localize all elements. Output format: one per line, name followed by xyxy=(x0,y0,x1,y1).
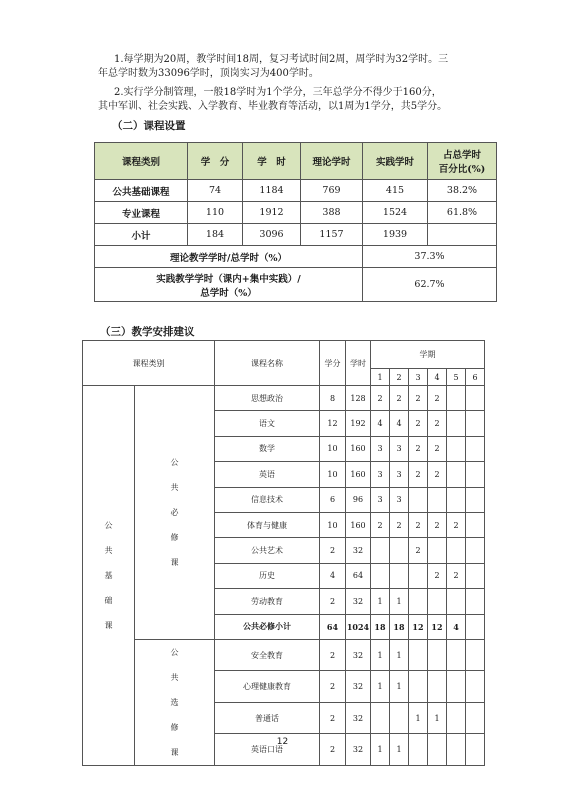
table-cell: 32 xyxy=(346,734,371,766)
table-cell xyxy=(466,589,485,614)
table-cell: 普通话 xyxy=(215,702,320,734)
table-cell: 388 xyxy=(301,202,363,224)
table-cell: 10 xyxy=(320,462,346,487)
table-cell: 2 xyxy=(320,639,346,671)
category-char: 共 xyxy=(104,545,113,555)
category-char: 基 xyxy=(104,570,113,580)
table-cell xyxy=(371,538,390,563)
category-char: 公 xyxy=(170,457,179,467)
table-cell xyxy=(371,563,390,588)
table-cell: 2 xyxy=(409,462,428,487)
table-cell: 1 xyxy=(390,671,409,703)
table-cell: 公共基础课程 xyxy=(95,180,188,202)
category-char: 础 xyxy=(104,595,113,605)
table-cell xyxy=(466,614,485,639)
table-cell xyxy=(466,563,485,588)
table-cell: 1 xyxy=(409,702,428,734)
table-cell: 1 xyxy=(390,639,409,671)
table-cell: 3 xyxy=(390,462,409,487)
table-cell xyxy=(409,487,428,512)
table-cell xyxy=(428,487,447,512)
header-semester: 学期 xyxy=(371,341,485,369)
table-cell: 2 xyxy=(320,538,346,563)
table-cell: 3 xyxy=(371,462,390,487)
ratio-label xyxy=(95,268,363,302)
category-char: 课 xyxy=(170,557,179,567)
table-cell: 32 xyxy=(346,639,371,671)
table-cell: 12 xyxy=(428,614,447,639)
header-cell: 学 时 xyxy=(243,143,301,180)
ratio-value: 37.3% xyxy=(363,246,497,268)
table-cell xyxy=(466,538,485,563)
paragraph-credit xyxy=(98,86,498,114)
table-cell: 3 xyxy=(390,436,409,461)
table-cell xyxy=(409,671,428,703)
header-cell xyxy=(428,143,497,180)
table-cell: 公共必修小计 xyxy=(215,614,320,639)
table-cell: 1 xyxy=(371,639,390,671)
table-cell: 74 xyxy=(188,180,243,202)
semester-number: 6 xyxy=(466,369,485,386)
table-cell xyxy=(409,563,428,588)
semester-number: 2 xyxy=(390,369,409,386)
table-cell: 160 xyxy=(346,436,371,461)
table-cell: 1 xyxy=(371,589,390,614)
table-cell: 4 xyxy=(390,411,409,436)
table-cell xyxy=(466,436,485,461)
header-line: 百分比(%) xyxy=(438,164,486,175)
table-cell: 2 xyxy=(428,563,447,588)
table-cell: 2 xyxy=(409,436,428,461)
table-cell: 415 xyxy=(363,180,428,202)
table-row xyxy=(95,180,497,202)
table-cell: 2 xyxy=(428,411,447,436)
table-cell: 安全教育 xyxy=(215,639,320,671)
table-cell: 3 xyxy=(390,487,409,512)
category-char: 课 xyxy=(104,620,113,630)
semester-number: 3 xyxy=(409,369,428,386)
table-cell: 语文 xyxy=(215,411,320,436)
table-cell: 1 xyxy=(390,734,409,766)
table-cell xyxy=(428,639,447,671)
category-char: 共 xyxy=(170,482,179,492)
table-cell: 3 xyxy=(371,436,390,461)
table-cell: 1 xyxy=(390,589,409,614)
table-cell: 2 xyxy=(409,538,428,563)
table-cell: 2 xyxy=(409,386,428,411)
table-cell: 2 xyxy=(428,436,447,461)
table-cell xyxy=(447,386,466,411)
course-setup-table xyxy=(94,142,497,302)
table-row xyxy=(95,224,497,246)
table-cell: 1912 xyxy=(243,202,301,224)
category-char: 公 xyxy=(170,647,179,657)
table-cell: 32 xyxy=(346,702,371,734)
table-cell: 2 xyxy=(371,386,390,411)
table-cell xyxy=(466,639,485,671)
table-cell: 18 xyxy=(371,614,390,639)
table-cell: 体育与健康 xyxy=(215,512,320,537)
section-title-course-setup: （二）课程设置 xyxy=(112,120,186,132)
table-cell: 12 xyxy=(320,411,346,436)
table-cell xyxy=(466,487,485,512)
table-cell xyxy=(428,224,497,246)
paragraph-line: 年总学时数为33096学时，顶岗实习为400学时。 xyxy=(98,68,319,79)
table-cell: 128 xyxy=(346,386,371,411)
header-line: 占总学时 xyxy=(442,150,481,161)
table-cell: 2 xyxy=(409,512,428,537)
table-cell: 1939 xyxy=(363,224,428,246)
table-cell: 12 xyxy=(409,614,428,639)
table-cell: 数学 xyxy=(215,436,320,461)
table-cell: 英语 xyxy=(215,462,320,487)
paragraph-semester xyxy=(98,53,498,81)
table-cell: 32 xyxy=(346,589,371,614)
table-cell: 2 xyxy=(371,512,390,537)
table-cell xyxy=(447,639,466,671)
section-title-teaching-plan: （三）教学安排建议 xyxy=(100,326,195,338)
table-cell: 2 xyxy=(390,512,409,537)
table-cell: 1 xyxy=(371,671,390,703)
table-cell: 心理健康教育 xyxy=(215,671,320,703)
table-cell xyxy=(428,538,447,563)
table-cell: 2 xyxy=(428,512,447,537)
teaching-plan-table xyxy=(82,340,485,766)
table-cell: 96 xyxy=(346,487,371,512)
table-header-row xyxy=(83,341,485,369)
header-cell: 学 分 xyxy=(188,143,243,180)
table-cell xyxy=(466,702,485,734)
table-cell: 劳动教育 xyxy=(215,589,320,614)
table-cell: 小计 xyxy=(95,224,188,246)
category-char: 共 xyxy=(170,672,179,682)
table-cell xyxy=(466,462,485,487)
table-cell: 2 xyxy=(428,386,447,411)
table-cell: 思想政治 xyxy=(215,386,320,411)
header-course-name: 课程名称 xyxy=(215,341,320,386)
table-cell xyxy=(447,702,466,734)
table-cell xyxy=(390,563,409,588)
paragraph-line: 2.实行学分制管理，一般18学时为1个学分，三年总学分不得少于160分， xyxy=(114,87,442,98)
table-cell: 4 xyxy=(447,614,466,639)
ratio-label: 理论教学学时/总学时（%） xyxy=(95,246,363,268)
table-cell xyxy=(390,538,409,563)
table-cell: 历史 xyxy=(215,563,320,588)
category-char: 公 xyxy=(104,520,113,530)
table-cell: 38.2% xyxy=(428,180,497,202)
table-cell xyxy=(466,671,485,703)
ratio-value: 62.7% xyxy=(363,268,497,302)
table-cell xyxy=(371,702,390,734)
table-row-ratio-practice xyxy=(95,268,497,302)
table-cell: 1 xyxy=(428,702,447,734)
table-cell xyxy=(466,411,485,436)
table-cell: 1024 xyxy=(346,614,371,639)
table-cell: 信息技术 xyxy=(215,487,320,512)
semester-number: 5 xyxy=(447,369,466,386)
table-cell: 专业课程 xyxy=(95,202,188,224)
table-cell: 3 xyxy=(371,487,390,512)
table-row xyxy=(95,202,497,224)
table-cell: 4 xyxy=(320,563,346,588)
table-cell: 6 xyxy=(320,487,346,512)
table-cell xyxy=(447,462,466,487)
table-cell: 184 xyxy=(188,224,243,246)
paragraph-line: 其中军训、社会实践、入学教育、毕业教育等活动，以1周为1学分，共5学分。 xyxy=(98,101,448,112)
page-number: 12 xyxy=(276,737,289,747)
table-cell: 10 xyxy=(320,436,346,461)
table-row xyxy=(83,386,485,411)
table-cell: 8 xyxy=(320,386,346,411)
table-cell: 2 xyxy=(320,702,346,734)
table-cell xyxy=(428,589,447,614)
semester-number: 1 xyxy=(371,369,390,386)
category-char: 必 xyxy=(170,507,179,517)
table-cell: 2 xyxy=(447,512,466,537)
table-cell: 公共艺术 xyxy=(215,538,320,563)
table-cell xyxy=(447,436,466,461)
table-row-ratio-theory xyxy=(95,246,497,268)
table-cell xyxy=(447,487,466,512)
table-cell: 64 xyxy=(320,614,346,639)
table-cell: 32 xyxy=(346,538,371,563)
paragraph-line: 1.每学期为20周，教学时间18周，复习考试时间2周，周学时为32学时。三 xyxy=(114,54,449,65)
category-char: 课 xyxy=(170,747,179,757)
table-cell: 769 xyxy=(301,180,363,202)
table-cell: 10 xyxy=(320,512,346,537)
table-cell: 1157 xyxy=(301,224,363,246)
table-cell xyxy=(447,411,466,436)
table-cell xyxy=(447,538,466,563)
category-char: 选 xyxy=(170,697,179,707)
header-cell: 理论学时 xyxy=(301,143,363,180)
table-cell: 61.8% xyxy=(428,202,497,224)
header-hours: 学时 xyxy=(346,341,371,386)
table-cell xyxy=(390,702,409,734)
table-cell xyxy=(466,386,485,411)
table-cell: 1 xyxy=(371,734,390,766)
semester-number: 4 xyxy=(428,369,447,386)
table-cell: 18 xyxy=(390,614,409,639)
table-cell: 3096 xyxy=(243,224,301,246)
table-cell: 英语口语 xyxy=(215,734,320,766)
table-cell: 2 xyxy=(320,734,346,766)
ratio-label-line: 实践教学学时（课内+集中实践）/ xyxy=(156,273,301,285)
table-cell xyxy=(447,589,466,614)
table-cell: 32 xyxy=(346,671,371,703)
table-header-row xyxy=(95,143,497,180)
table-cell: 110 xyxy=(188,202,243,224)
table-cell xyxy=(447,671,466,703)
table-cell xyxy=(409,589,428,614)
header-cell: 课程类别 xyxy=(95,143,188,180)
header-category: 课程类别 xyxy=(83,341,215,386)
table-cell: 1184 xyxy=(243,180,301,202)
category-char: 修 xyxy=(170,722,179,732)
table-row xyxy=(83,639,485,671)
table-cell: 160 xyxy=(346,512,371,537)
table-cell: 4 xyxy=(371,411,390,436)
table-cell: 64 xyxy=(346,563,371,588)
category-public-basic xyxy=(83,386,135,766)
header-cell: 实践学时 xyxy=(363,143,428,180)
category-char: 修 xyxy=(170,532,179,542)
category-required xyxy=(135,386,215,640)
table-cell: 2 xyxy=(447,563,466,588)
table-cell: 2 xyxy=(320,589,346,614)
table-cell: 160 xyxy=(346,462,371,487)
table-cell: 2 xyxy=(390,386,409,411)
table-cell xyxy=(409,639,428,671)
table-cell xyxy=(428,671,447,703)
table-cell: 2 xyxy=(320,671,346,703)
header-credit: 学分 xyxy=(320,341,346,386)
table-cell: 192 xyxy=(346,411,371,436)
table-cell: 2 xyxy=(409,411,428,436)
table-cell xyxy=(466,512,485,537)
ratio-label-line: 总学时（%） xyxy=(200,287,257,299)
table-cell: 2 xyxy=(428,462,447,487)
table-cell: 1524 xyxy=(363,202,428,224)
